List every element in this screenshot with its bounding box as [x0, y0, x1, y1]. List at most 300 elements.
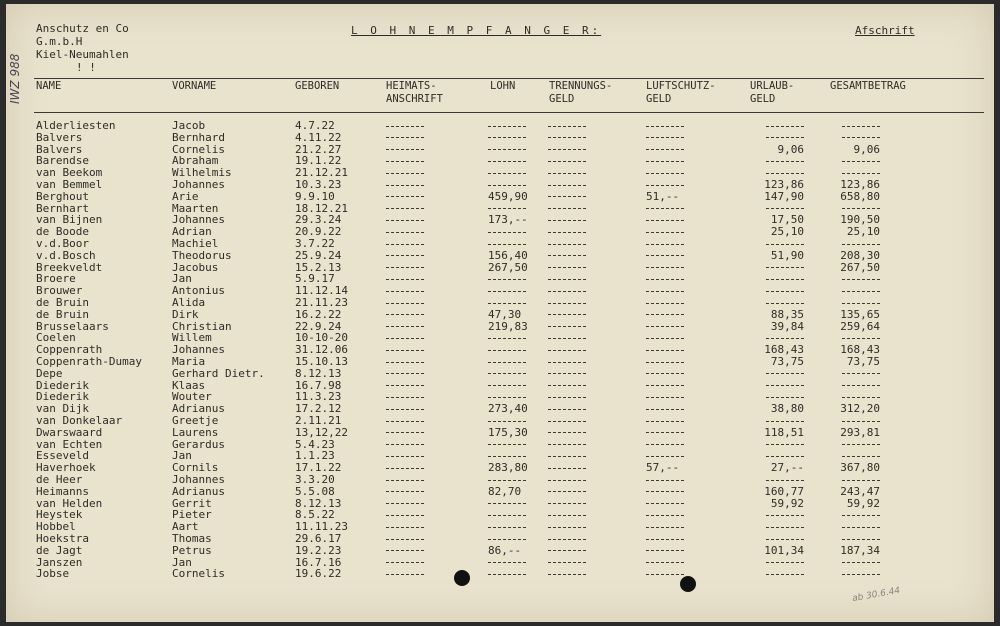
- cell-url: 17,50: [770, 213, 804, 227]
- cell-luft: [646, 238, 716, 250]
- blank-dash: [766, 161, 804, 162]
- cell-url: [748, 568, 804, 580]
- blank-dash: [488, 137, 526, 138]
- table-row: [6, 273, 994, 285]
- table-row: [6, 427, 994, 439]
- cell-born: 16.2.22: [295, 307, 342, 321]
- cell-tot: [828, 380, 880, 392]
- blank-dash: [646, 126, 684, 127]
- cell-tren: [548, 509, 586, 521]
- cell-lohn: 86,--: [488, 543, 522, 557]
- cell-tot: [828, 368, 880, 380]
- blank-dash: [766, 126, 804, 127]
- blank-dash: [766, 267, 804, 268]
- company-header: [36, 22, 129, 74]
- blank-dash: [548, 220, 586, 221]
- cell-tren: [548, 545, 586, 557]
- blank-dash: [488, 421, 526, 422]
- cell-first: Jacob: [172, 119, 206, 132]
- blank-dash: [386, 527, 424, 528]
- blank-dash: [766, 421, 804, 422]
- blank-dash: [488, 338, 526, 339]
- col-header-home: HEIMATS- ANSCHRIFT: [386, 80, 443, 105]
- cell-name: van Donkelaar: [36, 414, 123, 427]
- cell-tren: [548, 191, 586, 203]
- cell-tren: [548, 368, 586, 380]
- blank-dash: [548, 480, 586, 481]
- cell-born: 29.6.17: [295, 532, 342, 545]
- table-row: [6, 226, 994, 238]
- cell-home: [386, 557, 424, 569]
- cell-lohn: 156,40: [488, 248, 528, 262]
- cell-lohn: [488, 557, 548, 569]
- blank-dash: [842, 161, 880, 162]
- blank-dash: [842, 480, 880, 481]
- cell-born: 21.2.27: [295, 142, 342, 156]
- cell-tren: [548, 167, 586, 179]
- cell-born: 19.1.22: [295, 154, 342, 168]
- cell-home: [386, 344, 424, 356]
- cell-name: Hoekstra: [36, 532, 89, 545]
- cell-lohn: [488, 498, 548, 510]
- blank-dash: [386, 480, 424, 481]
- cell-lohn: 219,83: [488, 319, 528, 333]
- cell-name: Coppenrath: [36, 343, 103, 357]
- blank-dash: [766, 397, 804, 398]
- cell-name: Coppenrath-Dumay: [36, 355, 142, 368]
- blank-dash: [842, 574, 880, 575]
- table-row: [6, 191, 994, 203]
- cell-born: 31.12.06: [295, 343, 348, 357]
- cell-home: [386, 498, 424, 510]
- blank-dash: [488, 279, 526, 280]
- table-row: [6, 250, 994, 262]
- pencil-signature: ab 30.6.44: [851, 585, 901, 605]
- blank-dash: [386, 562, 424, 563]
- cell-home: [386, 521, 424, 533]
- blank-dash: [386, 350, 424, 351]
- blank-dash: [646, 503, 684, 504]
- cell-name: Heystek: [36, 508, 83, 522]
- cell-home: [386, 403, 424, 415]
- cell-home: [386, 368, 424, 380]
- cell-url: [748, 439, 804, 451]
- blank-dash: [548, 350, 586, 351]
- cell-tren: [548, 498, 586, 510]
- company-line: ! !: [76, 61, 96, 74]
- table-row: [6, 521, 994, 533]
- cell-home: [386, 439, 424, 451]
- cell-lohn: [488, 155, 548, 167]
- table-row: [6, 568, 994, 580]
- cell-name: Heimanns: [36, 484, 89, 498]
- blank-dash: [548, 362, 586, 363]
- company-line: G.m.b.H: [36, 35, 83, 48]
- cell-url: [748, 557, 804, 569]
- blank-dash: [766, 303, 804, 304]
- blank-dash: [766, 373, 804, 374]
- margin-handwritten-note: IWZ 988: [8, 53, 22, 104]
- cell-born: 16.7.16: [295, 555, 342, 569]
- cell-home: [386, 155, 424, 167]
- blank-dash: [386, 279, 424, 280]
- cell-home: [386, 545, 424, 557]
- blank-dash: [386, 444, 424, 445]
- cell-name: van Bemmel: [36, 178, 103, 191]
- cell-lohn: 267,50: [488, 260, 528, 274]
- cell-born: 11.12.14: [295, 284, 348, 298]
- cell-first: Johannes: [172, 178, 225, 191]
- cell-tot: [828, 155, 880, 167]
- cell-luft: [646, 474, 716, 486]
- blank-dash: [386, 220, 424, 221]
- cell-first: Alida: [172, 296, 206, 309]
- cell-luft: [646, 321, 716, 333]
- cell-url: [748, 380, 804, 392]
- blank-dash: [766, 338, 804, 339]
- cell-first: Aart: [172, 520, 199, 534]
- cell-first: Adrianus: [172, 484, 225, 498]
- blank-dash: [842, 539, 880, 540]
- cell-born: 21.12.21: [295, 166, 348, 180]
- cell-first: Adrian: [172, 225, 212, 239]
- cell-tren: [548, 273, 586, 285]
- cell-born: 10-10-20: [295, 331, 348, 345]
- blank-dash: [386, 432, 424, 433]
- blank-dash: [646, 173, 684, 174]
- cell-name: de Bruin: [36, 307, 89, 321]
- cell-lohn: [488, 167, 548, 179]
- blank-dash: [386, 173, 424, 174]
- cell-luft: [646, 521, 716, 533]
- cell-lohn: [488, 332, 548, 344]
- cell-lohn: 273,40: [488, 402, 528, 416]
- cell-tot: [828, 521, 880, 533]
- blank-dash: [488, 373, 526, 374]
- cell-first: Antonius: [172, 284, 225, 298]
- col-header-born: GEBOREN: [295, 80, 340, 92]
- blank-dash: [548, 149, 586, 150]
- blank-dash: [766, 515, 804, 516]
- cell-name: de Bruin: [36, 296, 89, 309]
- cell-first: Maarten: [172, 201, 219, 215]
- blank-dash: [548, 444, 586, 445]
- table-row: [6, 498, 994, 510]
- blank-dash: [488, 385, 526, 386]
- blank-dash: [548, 515, 586, 516]
- blank-dash: [548, 255, 586, 256]
- cell-tot: [828, 568, 880, 580]
- blank-dash: [386, 362, 424, 363]
- cell-lohn: 82,70: [488, 484, 522, 498]
- table-row: [6, 285, 994, 297]
- company-line: Kiel-Neumahlen: [36, 48, 129, 61]
- cell-url: 25,10: [770, 225, 804, 239]
- cell-home: [386, 285, 424, 297]
- cell-born: 4.7.22: [295, 119, 335, 132]
- blank-dash: [548, 314, 586, 315]
- cell-tren: [548, 557, 586, 569]
- cell-first: Cornelis: [172, 142, 225, 156]
- blank-dash: [386, 468, 424, 469]
- cell-first: Johannes: [172, 473, 225, 486]
- col-header-lohn: LOHN: [490, 80, 516, 92]
- cell-tren: [548, 155, 586, 167]
- cell-tren: [548, 332, 586, 344]
- blank-dash: [766, 279, 804, 280]
- blank-dash: [386, 208, 424, 209]
- cell-name: Alderliesten: [36, 119, 116, 132]
- cell-home: [386, 203, 424, 215]
- cell-luft: [646, 344, 716, 356]
- blank-dash: [646, 373, 684, 374]
- cell-home: [386, 332, 424, 344]
- cell-tren: [548, 568, 586, 580]
- cell-born: 4.11.22: [295, 130, 342, 144]
- cell-url: [748, 285, 804, 297]
- cell-url: [748, 155, 804, 167]
- cell-lohn: [488, 439, 548, 451]
- cell-tren: [548, 238, 586, 250]
- cell-luft: [646, 403, 716, 415]
- table-row: [6, 344, 994, 356]
- punch-hole: [454, 570, 470, 586]
- cell-first: Wouter: [172, 390, 212, 404]
- blank-dash: [842, 208, 880, 209]
- blank-dash: [842, 397, 880, 398]
- cell-born: 19.6.22: [295, 567, 342, 581]
- document-page: [6, 4, 994, 622]
- cell-tren: [548, 356, 586, 368]
- cell-url: [748, 521, 804, 533]
- table-row: [6, 462, 994, 474]
- table-row: [6, 132, 994, 144]
- cell-url: 147,90: [764, 189, 804, 203]
- cell-born: 5.9.17: [295, 272, 335, 286]
- cell-tren: [548, 403, 586, 415]
- cell-born: 13,12,22: [295, 425, 348, 439]
- cell-first: Thomas: [172, 532, 212, 545]
- blank-dash: [646, 255, 684, 256]
- cell-luft: 57,--: [646, 461, 680, 475]
- cell-tren: [548, 450, 586, 462]
- blank-dash: [386, 491, 424, 492]
- blank-dash: [488, 126, 526, 127]
- cell-tren: [548, 391, 586, 403]
- cell-name: van Helden: [36, 496, 103, 510]
- blank-dash: [646, 491, 684, 492]
- blank-dash: [488, 397, 526, 398]
- cell-tot: [828, 509, 880, 521]
- cell-tot: 73,75: [846, 355, 880, 368]
- cell-home: [386, 226, 424, 238]
- blank-dash: [766, 208, 804, 209]
- cell-tot: 187,34: [840, 543, 880, 557]
- cell-tot: 267,50: [840, 260, 880, 274]
- cell-home: [386, 474, 424, 486]
- blank-dash: [646, 326, 684, 327]
- cell-luft: [646, 380, 716, 392]
- cell-tot: [828, 273, 880, 285]
- cell-lohn: 283,80: [488, 461, 528, 475]
- blank-dash: [646, 244, 684, 245]
- cell-lohn: [488, 509, 548, 521]
- blank-dash: [766, 456, 804, 457]
- cell-tot: [828, 120, 880, 132]
- cell-home: [386, 415, 424, 427]
- cell-url: 123,86: [764, 178, 804, 191]
- blank-dash: [646, 515, 684, 516]
- cell-born: 25.9.24: [295, 248, 342, 262]
- blank-dash: [646, 303, 684, 304]
- cell-first: Greetje: [172, 414, 219, 427]
- cell-first: Arie: [172, 189, 199, 203]
- cell-lohn: [488, 226, 548, 238]
- cell-tren: [548, 214, 586, 226]
- cell-name: Depe: [36, 366, 63, 380]
- blank-dash: [646, 161, 684, 162]
- cell-luft: [646, 439, 716, 451]
- blank-dash: [548, 208, 586, 209]
- blank-dash: [548, 421, 586, 422]
- table-row: [6, 309, 994, 321]
- cell-luft: [646, 486, 716, 498]
- cell-luft: [646, 273, 716, 285]
- cell-url: [748, 509, 804, 521]
- cell-url: 73,75: [770, 355, 804, 368]
- cell-born: 11.11.23: [295, 520, 348, 534]
- blank-dash: [766, 291, 804, 292]
- cell-born: 2.11.21: [295, 414, 342, 427]
- cell-tren: [548, 427, 586, 439]
- blank-dash: [766, 173, 804, 174]
- blank-dash: [386, 314, 424, 315]
- cell-first: Jan: [172, 272, 192, 286]
- cell-luft: [646, 545, 716, 557]
- blank-dash: [386, 574, 424, 575]
- cell-name: de Heer: [36, 473, 83, 486]
- cell-lohn: [488, 144, 548, 156]
- blank-dash: [488, 503, 526, 504]
- blank-dash: [646, 385, 684, 386]
- cell-first: Adrianus: [172, 402, 225, 416]
- cell-lohn: [488, 285, 548, 297]
- cell-lohn: [488, 132, 548, 144]
- blank-dash: [488, 562, 526, 563]
- blank-dash: [842, 279, 880, 280]
- cell-first: Johannes: [172, 213, 225, 227]
- cell-lohn: [488, 380, 548, 392]
- cell-luft: [646, 297, 716, 309]
- cell-first: Jan: [172, 555, 192, 569]
- cell-name: v.d.Boor: [36, 237, 89, 250]
- cell-name: Coelen: [36, 331, 76, 345]
- blank-dash: [386, 539, 424, 540]
- cell-home: [386, 179, 424, 191]
- cell-luft: [646, 309, 716, 321]
- blank-dash: [646, 220, 684, 221]
- cell-name: v.d.Bosch: [36, 248, 96, 262]
- blank-dash: [548, 409, 586, 410]
- table-row: [6, 557, 994, 569]
- cell-tot: 367,80: [840, 461, 880, 475]
- cell-first: Wilhelmis: [172, 166, 232, 180]
- cell-name: Balvers: [36, 130, 83, 144]
- cell-luft: [646, 356, 716, 368]
- blank-dash: [386, 550, 424, 551]
- cell-home: [386, 309, 424, 321]
- blank-dash: [766, 574, 804, 575]
- cell-tren: [548, 132, 586, 144]
- blank-dash: [766, 444, 804, 445]
- blank-dash: [548, 303, 586, 304]
- cell-tot: 25,10: [846, 225, 880, 239]
- table-row: [6, 545, 994, 557]
- blank-dash: [766, 480, 804, 481]
- cell-url: 118,51: [764, 425, 804, 439]
- blank-dash: [548, 562, 586, 563]
- blank-dash: [386, 338, 424, 339]
- cell-tren: [548, 250, 586, 262]
- blank-dash: [488, 527, 526, 528]
- blank-dash: [548, 432, 586, 433]
- table-row: [6, 356, 994, 368]
- blank-dash: [548, 385, 586, 386]
- blank-dash: [766, 244, 804, 245]
- cell-born: 5.4.23: [295, 437, 335, 451]
- cell-tot: 190,50: [840, 213, 880, 227]
- table-row: [6, 144, 994, 156]
- blank-dash: [386, 267, 424, 268]
- punch-hole: [680, 576, 696, 592]
- blank-dash: [386, 373, 424, 374]
- cell-lohn: [488, 273, 548, 285]
- blank-dash: [548, 574, 586, 575]
- blank-dash: [386, 421, 424, 422]
- cell-born: 21.11.23: [295, 296, 348, 309]
- blank-dash: [646, 232, 684, 233]
- col-header-first: VORNAME: [172, 80, 217, 92]
- blank-dash: [548, 196, 586, 197]
- blank-dash: [548, 173, 586, 174]
- cell-luft: [646, 498, 716, 510]
- blank-dash: [548, 291, 586, 292]
- cell-name: Diederik: [36, 378, 89, 392]
- cell-luft: [646, 132, 716, 144]
- cell-first: Petrus: [172, 543, 212, 557]
- blank-dash: [386, 326, 424, 327]
- cell-name: van Dijk: [36, 402, 89, 416]
- cell-lohn: [488, 356, 548, 368]
- cell-luft: [646, 533, 716, 545]
- cell-luft: [646, 415, 716, 427]
- cell-tren: [548, 262, 586, 274]
- cell-tren: [548, 179, 586, 191]
- cell-tren: [548, 321, 586, 333]
- cell-home: [386, 132, 424, 144]
- blank-dash: [548, 373, 586, 374]
- cell-tren: [548, 309, 586, 321]
- blank-dash: [842, 515, 880, 516]
- cell-home: [386, 238, 424, 250]
- col-header-total: GESAMTBETRAG: [830, 80, 906, 92]
- cell-home: [386, 568, 424, 580]
- blank-dash: [842, 126, 880, 127]
- cell-home: [386, 391, 424, 403]
- blank-dash: [842, 291, 880, 292]
- blank-dash: [842, 456, 880, 457]
- col-header-tren: TRENNUNGS- GELD: [549, 80, 613, 105]
